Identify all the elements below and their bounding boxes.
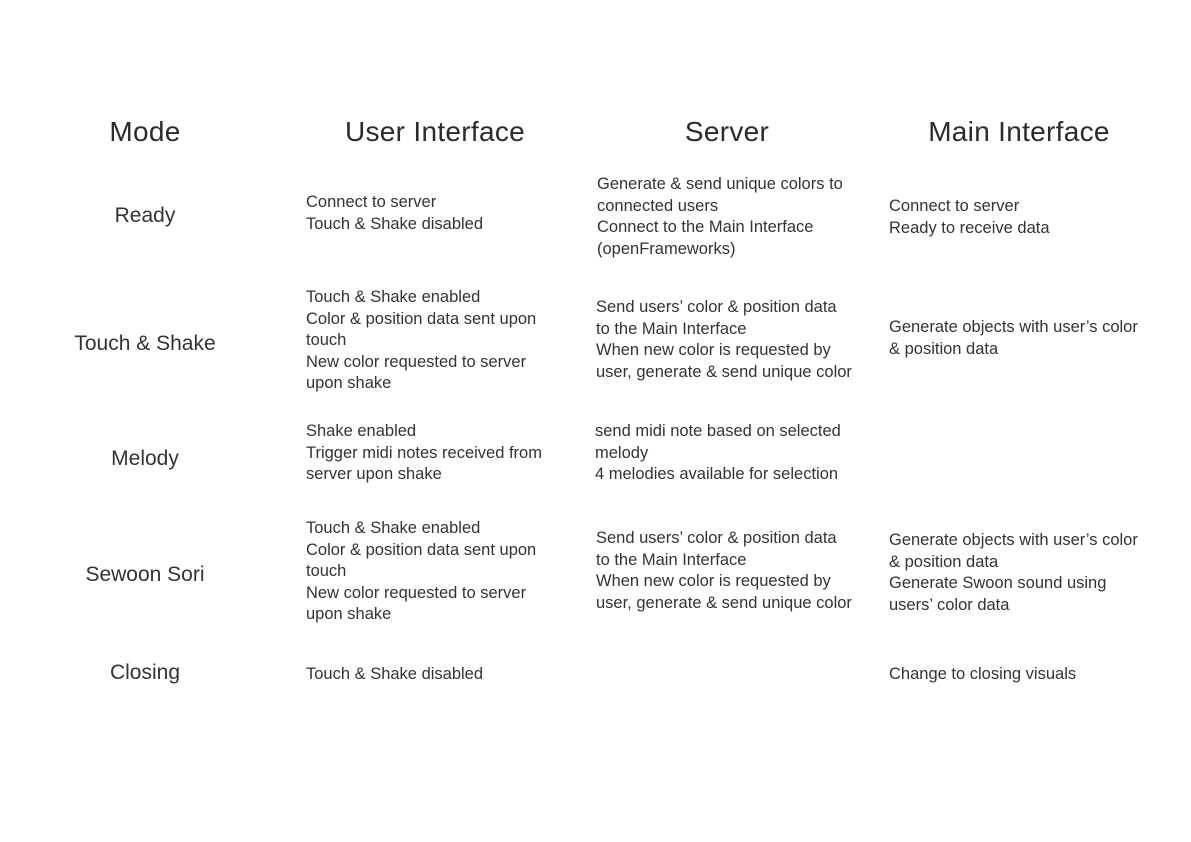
cell-line: connected users (597, 196, 719, 215)
cell-line: Color & position data sent upon (306, 309, 537, 328)
cell-line: touch (306, 562, 347, 580)
cell-line: (openFrameworks) (597, 239, 736, 258)
cell-line: upon shake (306, 374, 392, 392)
cell-line: New color requested to server (306, 583, 527, 602)
cell-line: When new color is requested by (596, 341, 831, 359)
cell-line: to the Main Interface (596, 550, 747, 569)
cell-line: Touch & Shake disabled (306, 665, 484, 683)
cell-line: Trigger midi notes received from (306, 443, 542, 462)
cell-line: Touch & Shake enabled (306, 519, 481, 537)
cell-closing-main-interface (889, 664, 1076, 686)
header-mode: Mode (109, 116, 181, 147)
cell-line: Generate Swoon sound using (889, 574, 1107, 592)
cell-touch-shake-server (596, 297, 852, 383)
cell-line: send midi note based on selected (595, 422, 841, 440)
header-server: Server (684, 116, 770, 147)
cell-line: Generate objects with user’s color (889, 318, 1138, 336)
cell-line: users’ color data (889, 595, 1010, 614)
cell-line: Connect to server (889, 197, 1020, 215)
mode-ready: Ready (114, 204, 176, 227)
cell-line: upon shake (306, 605, 392, 623)
cell-line: Color & position data sent upon (306, 540, 537, 559)
cell-closing-user-interface (306, 664, 483, 686)
cell-line: Generate & send unique colors to (597, 175, 843, 193)
header-user-interface: User Interface (344, 116, 526, 147)
cell-sewoon-sori-main-interface (889, 530, 1138, 616)
cell-melody-user-interface (306, 421, 542, 486)
mode-touch-shake: Touch & Shake (74, 332, 216, 355)
cell-line: Ready to receive data (889, 218, 1050, 237)
cell-sewoon-sori-server (596, 528, 852, 614)
cell-line: Generate objects with user’s color (889, 531, 1138, 549)
cell-line: Change to closing visuals (889, 665, 1077, 683)
cell-line: & position data (889, 339, 999, 358)
cell-line: New color requested to server (306, 352, 527, 371)
mode-closing: Closing (109, 661, 181, 684)
cell-ready-main-interface (889, 196, 1050, 239)
cell-line: Connect to server (306, 193, 437, 211)
cell-sewoon-sori-user-interface (306, 518, 536, 626)
mode-sewoon-sori: Sewoon Sori (85, 563, 205, 586)
cell-line: Send users’ color & position data (596, 529, 837, 547)
cell-ready-user-interface (306, 192, 483, 235)
cell-line: Send users’ color & position data (596, 298, 837, 316)
header-main-interface: Main Interface (928, 116, 1110, 147)
cell-ready-server (597, 174, 843, 260)
cell-line: to the Main Interface (596, 319, 747, 338)
cell-line: touch (306, 331, 347, 349)
cell-touch-shake-user-interface (306, 287, 536, 395)
cell-touch-shake-main-interface (889, 317, 1138, 360)
cell-line: server upon shake (306, 465, 442, 483)
cell-line: 4 melodies available for selection (595, 465, 839, 483)
cell-line: Connect to the Main Interface (597, 218, 814, 236)
cell-line: melody (595, 443, 649, 462)
cell-melody-server (595, 421, 841, 486)
cell-line: user, generate & send unique color (596, 362, 852, 381)
cell-line: & position data (889, 552, 999, 571)
mode-melody: Melody (111, 447, 179, 470)
cell-line: Touch & Shake disabled (306, 214, 484, 233)
cell-line: When new color is requested by (596, 572, 831, 590)
cell-line: user, generate & send unique color (596, 593, 852, 612)
cell-line: Shake enabled (306, 422, 417, 440)
cell-line: Touch & Shake enabled (306, 288, 481, 306)
